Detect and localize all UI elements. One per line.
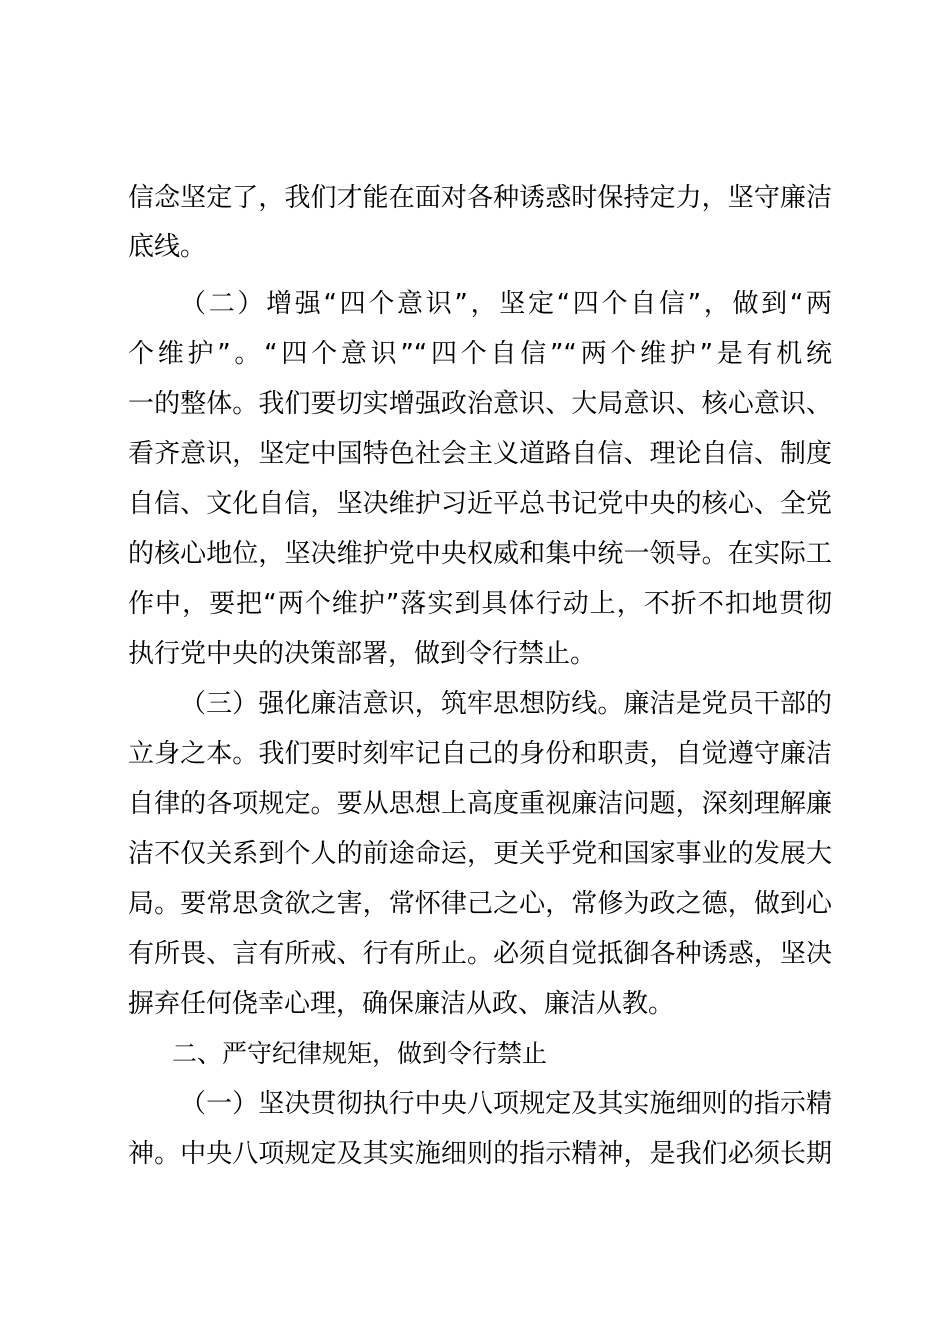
text-line: 摒弃任何侥幸心理，确保廉洁从政、廉洁从教。 xyxy=(128,989,675,1019)
paragraph-start-line: （二）增强“四个意识”，坚定“四个自信”，做到“两 xyxy=(180,289,832,319)
text-line: 一的整体。我们要切实增强政治意识、大局意识、核心意识、 xyxy=(128,389,832,419)
text-line: 底线。 xyxy=(128,232,207,262)
text-line: 局。要常思贪欲之害，常怀律己之心，常修为政之德，做到心 xyxy=(128,889,832,919)
text-line: 作中，要把“两个维护”落实到具体行动上，不折不扣地贯彻 xyxy=(128,589,832,619)
text-line: 立身之本。我们要时刻牢记自己的身份和职责，自觉遵守廉洁 xyxy=(128,739,832,769)
text-line: 自律的各项规定。要从思想上高度重视廉洁问题，深刻理解廉 xyxy=(128,789,832,819)
paragraph-start-line: （一）坚决贯彻执行中央八项规定及其实施细则的指示精 xyxy=(180,1089,832,1119)
paragraph-start-line: （三）强化廉洁意识，筑牢思想防线。廉洁是党员干部的 xyxy=(180,689,832,719)
text-line: 个维护”。“四个意识”“四个自信”“两个维护”是有机统 xyxy=(128,339,832,369)
text-line: 有所畏、言有所戒、行有所止。必须自觉抵御各种诱惑，坚决 xyxy=(128,939,832,969)
text-line: 的核心地位，坚决维护党中央权威和集中统一领导。在实际工 xyxy=(128,539,832,569)
text-line: 洁不仅关系到个人的前途命运，更关乎党和国家事业的发展大 xyxy=(128,839,832,869)
text-line: 信念坚定了，我们才能在面对各种诱惑时保持定力，坚守廉洁 xyxy=(128,183,832,213)
text-line: 执行党中央的决策部署，做到令行禁止。 xyxy=(128,639,597,669)
text-line: 看齐意识，坚定中国特色社会主义道路自信、理论自信、制度 xyxy=(128,439,832,469)
text-line: 自信、文化自信，坚决维护习近平总书记党中央的核心、全党 xyxy=(128,489,832,519)
text-line: 神。中央八项规定及其实施细则的指示精神，是我们必须长期 xyxy=(128,1139,832,1169)
section-heading: 二、严守纪律规矩，做到令行禁止 xyxy=(172,1039,548,1068)
